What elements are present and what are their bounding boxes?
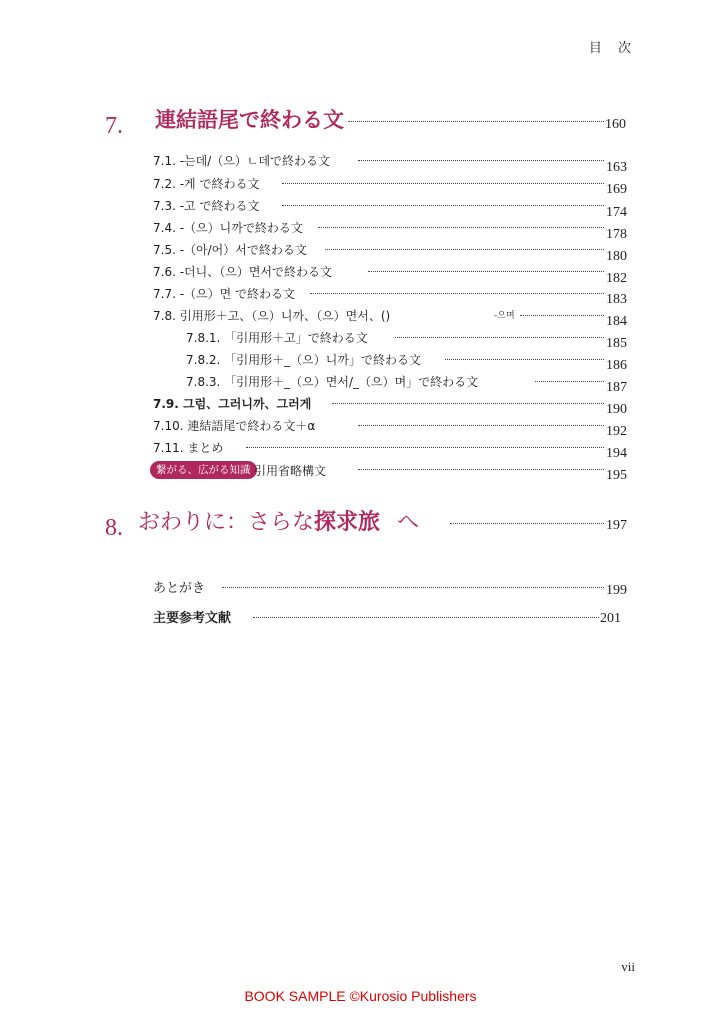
toc-entry-extra: 引用省略構文: [254, 464, 327, 478]
toc-entry-7-2: 7.2. -게 で終わる文: [153, 177, 260, 191]
toc-page: 183: [606, 292, 627, 307]
toc-entry-7-9: 7.9. 그럼、그러니까、그러게: [153, 397, 312, 411]
toc-leader: [332, 403, 604, 404]
toc-entry-7-8-2: 7.8.2. 「引用形＋_（으）니까」で終わる文: [186, 353, 421, 367]
toc-leader: [358, 425, 604, 426]
chapter-8-title: [138, 505, 419, 536]
chapter-7-number: 7.: [105, 113, 123, 139]
toc-entry-7-6: 7.6. -더니、（으）면서で終わる文: [153, 265, 333, 279]
toc-leader: [325, 249, 604, 250]
toc-note: -으며: [494, 311, 515, 321]
toc-entry-7-8-3: 7.8.3. 「引用形＋_（으）면서/_（으）며」で終わる文: [186, 375, 479, 389]
toc-references: 主要参考文献: [153, 611, 232, 626]
toc-page: 182: [606, 271, 627, 286]
chapter-8-title-part: へ: [397, 510, 420, 535]
toc-leader: [310, 293, 604, 294]
toc-entry-7-11: 7.11. まとめ: [153, 441, 224, 455]
chapter-8-title-part: おわりに：さらな: [138, 510, 315, 535]
toc-leader: [368, 271, 604, 272]
toc-leader: [445, 359, 604, 360]
toc-afterword: あとがき: [153, 581, 206, 596]
toc-entry-7-10: 7.10. 連結語尾で終わる文＋α: [153, 419, 316, 433]
toc-page: 180: [606, 249, 627, 264]
sample-watermark: BOOK SAMPLE ©Kurosio Publishers: [244, 988, 477, 1004]
toc-entry-7-1: 7.1. -는데/（으）ㄴ데で終わる文: [153, 154, 331, 168]
toc-leader: [246, 447, 604, 448]
toc-page: 174: [606, 205, 627, 220]
toc-page: 178: [606, 227, 627, 242]
toc-entry-7-8-1: 7.8.1. 「引用形＋고」で終わる文: [186, 331, 368, 345]
toc-page: 201: [600, 611, 621, 626]
chapter-7-leader: [348, 121, 604, 122]
toc-leader: [520, 315, 604, 316]
toc-entry-7-3: 7.3. -고 で終わる文: [153, 199, 260, 213]
chapter-7-title: 連結語尾で終わる文: [155, 108, 344, 132]
toc-leader: [535, 381, 604, 382]
toc-leader: [358, 160, 604, 161]
toc-page: 187: [606, 380, 627, 395]
chapter-8-title-bold: 探求旅: [314, 510, 381, 535]
chapter-7-page: 160: [605, 117, 626, 132]
toc-leader: [282, 183, 604, 184]
knowledge-badge: 繋がる、広がる知識: [150, 461, 257, 479]
toc-page: 195: [606, 468, 627, 483]
chapter-8-page: 197: [606, 518, 627, 533]
toc-leader: [318, 227, 604, 228]
toc-leader: [358, 469, 604, 470]
toc-page: 163: [606, 160, 627, 175]
toc-entry-7-8: 7.8. 引用形＋고、（으）니까、（으）면서、(): [153, 309, 391, 323]
toc-page: 185: [606, 336, 627, 351]
toc-page: 190: [606, 402, 627, 417]
toc-entry-7-7: 7.7. -（으）면 で終わる文: [153, 287, 296, 301]
toc-leader: [282, 205, 604, 206]
toc-page: 184: [606, 314, 627, 329]
toc-leader: [253, 617, 599, 618]
toc-entry-7-5: 7.5. -（아/어）서で終わる文: [153, 243, 307, 257]
toc-page: 186: [606, 358, 627, 373]
toc-leader: [395, 337, 604, 338]
page-header: 目 次: [588, 41, 637, 56]
chapter-8-leader: [450, 523, 604, 524]
toc-page: 199: [606, 583, 627, 598]
toc-page: 192: [606, 424, 627, 439]
page-number: vii: [621, 959, 635, 974]
toc-page: 169: [606, 182, 627, 197]
chapter-8-number: 8.: [105, 515, 123, 541]
toc-page: 194: [606, 446, 627, 461]
toc-leader: [222, 587, 604, 588]
toc-entry-7-4: 7.4. -（으）니까で終わる文: [153, 221, 303, 235]
